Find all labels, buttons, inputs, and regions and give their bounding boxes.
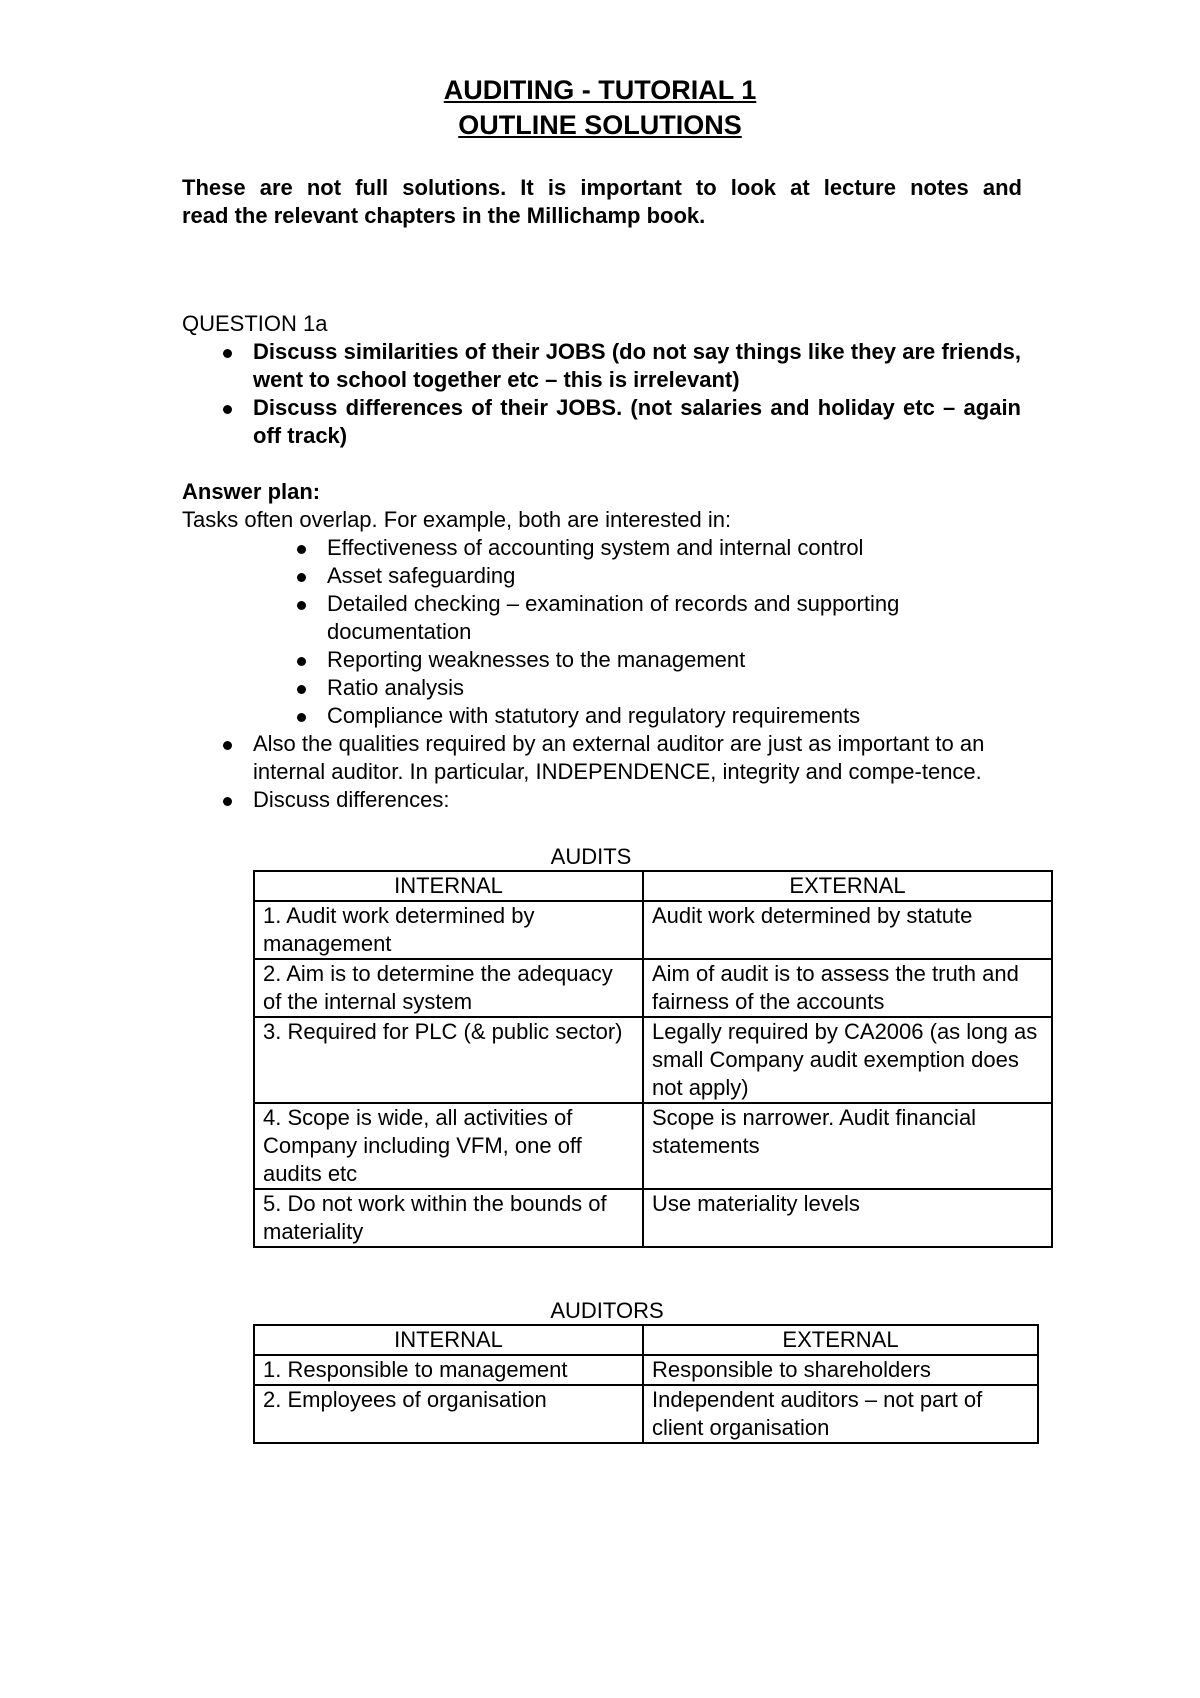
- header-cell-internal: INTERNAL: [254, 1325, 643, 1355]
- intro-line-1: These are not full solutions. It is important to look at lecture notes and: [182, 175, 1022, 200]
- list-item: Also the qualities required by an external auditor are just as important to an internal auditor. In particular, INDEPENDENCE, integrity and compe-tence.: [253, 730, 1021, 786]
- list-item: Asset safeguarding: [327, 562, 1007, 590]
- header-cell-internal: INTERNAL: [254, 871, 643, 901]
- answer-plan-intro: Tasks often overlap. For example, both are interested in:: [182, 507, 732, 532]
- header-cell-external: EXTERNAL: [643, 1325, 1038, 1355]
- table-cell: Use materiality levels: [643, 1189, 1052, 1247]
- audits-table-caption: AUDITS: [550, 844, 632, 869]
- overlap-list: [327, 534, 1007, 730]
- auditors-table-caption: AUDITORS: [550, 1298, 664, 1323]
- table-cell: Aim of audit is to assess the truth and fairness of the accounts: [643, 959, 1052, 1017]
- question-label: QUESTION 1a: [182, 311, 328, 336]
- table-row: [254, 1355, 1038, 1385]
- further-points-list: [253, 730, 1021, 814]
- table-cell: Responsible to shareholders: [643, 1355, 1038, 1385]
- table-cell: Legally required by CA2006 (as long as small Company audit exemption does not apply): [643, 1017, 1052, 1103]
- bullet-icon: [223, 797, 232, 806]
- table-cell: 1. Audit work determined by management: [254, 901, 643, 959]
- table-row: [254, 1103, 1052, 1189]
- list-item: Detailed checking – examination of records and supporting documentation: [327, 590, 1007, 646]
- auditors-table: [253, 1324, 1039, 1444]
- table-row: [254, 959, 1052, 1017]
- table-cell: 1. Responsible to management: [254, 1355, 643, 1385]
- answer-plan-heading: Answer plan:: [182, 479, 321, 504]
- table-cell: Independent auditors – not part of client organisation: [643, 1385, 1038, 1443]
- bullet-icon: [297, 713, 306, 722]
- bullet-icon: [297, 545, 306, 554]
- table-header-row: [254, 871, 1052, 901]
- list-item: Effectiveness of accounting system and internal control: [327, 534, 1007, 562]
- audits-table: [253, 870, 1053, 1248]
- list-item: Compliance with statutory and regulatory requirements: [327, 702, 1007, 730]
- list-item: Discuss differences of their JOBS. (not salaries and holiday etc – again off track): [253, 394, 1021, 450]
- document-subtitle: OUTLINE SOLUTIONS: [458, 110, 742, 140]
- document-title: AUDITING - TUTORIAL 1: [443, 75, 757, 105]
- table-cell: 2. Aim is to determine the adequacy of the internal system: [254, 959, 643, 1017]
- list-item: Discuss similarities of their JOBS (do not say things like they are friends, went to school together etc – this is irrelevant): [253, 338, 1021, 394]
- bullet-icon: [297, 601, 306, 610]
- table-row: [254, 1189, 1052, 1247]
- question-bullets: [253, 338, 1021, 450]
- intro-line-2: read the relevant chapters in the Millichamp book.: [182, 203, 706, 228]
- table-row: [254, 901, 1052, 959]
- bullet-icon: [223, 741, 232, 750]
- table-header-row: [254, 1325, 1038, 1355]
- list-item: Discuss differences:: [253, 786, 1021, 814]
- list-item: Reporting weaknesses to the management: [327, 646, 1007, 674]
- table-cell: 2. Employees of organisation: [254, 1385, 643, 1443]
- list-item: Ratio analysis: [327, 674, 1007, 702]
- table-cell: 3. Required for PLC (& public sector): [254, 1017, 643, 1103]
- header-cell-external: EXTERNAL: [643, 871, 1052, 901]
- table-cell: Audit work determined by statute: [643, 901, 1052, 959]
- bullet-icon: [297, 657, 306, 666]
- bullet-icon: [223, 349, 232, 358]
- table-cell: 4. Scope is wide, all activities of Company including VFM, one off audits etc: [254, 1103, 643, 1189]
- table-cell: Scope is narrower. Audit financial statements: [643, 1103, 1052, 1189]
- bullet-icon: [297, 685, 306, 694]
- table-row: [254, 1017, 1052, 1103]
- bullet-icon: [223, 405, 232, 414]
- table-row: [254, 1385, 1038, 1443]
- table-cell: 5. Do not work within the bounds of materiality: [254, 1189, 643, 1247]
- bullet-icon: [297, 573, 306, 582]
- intro-note: [182, 174, 1022, 230]
